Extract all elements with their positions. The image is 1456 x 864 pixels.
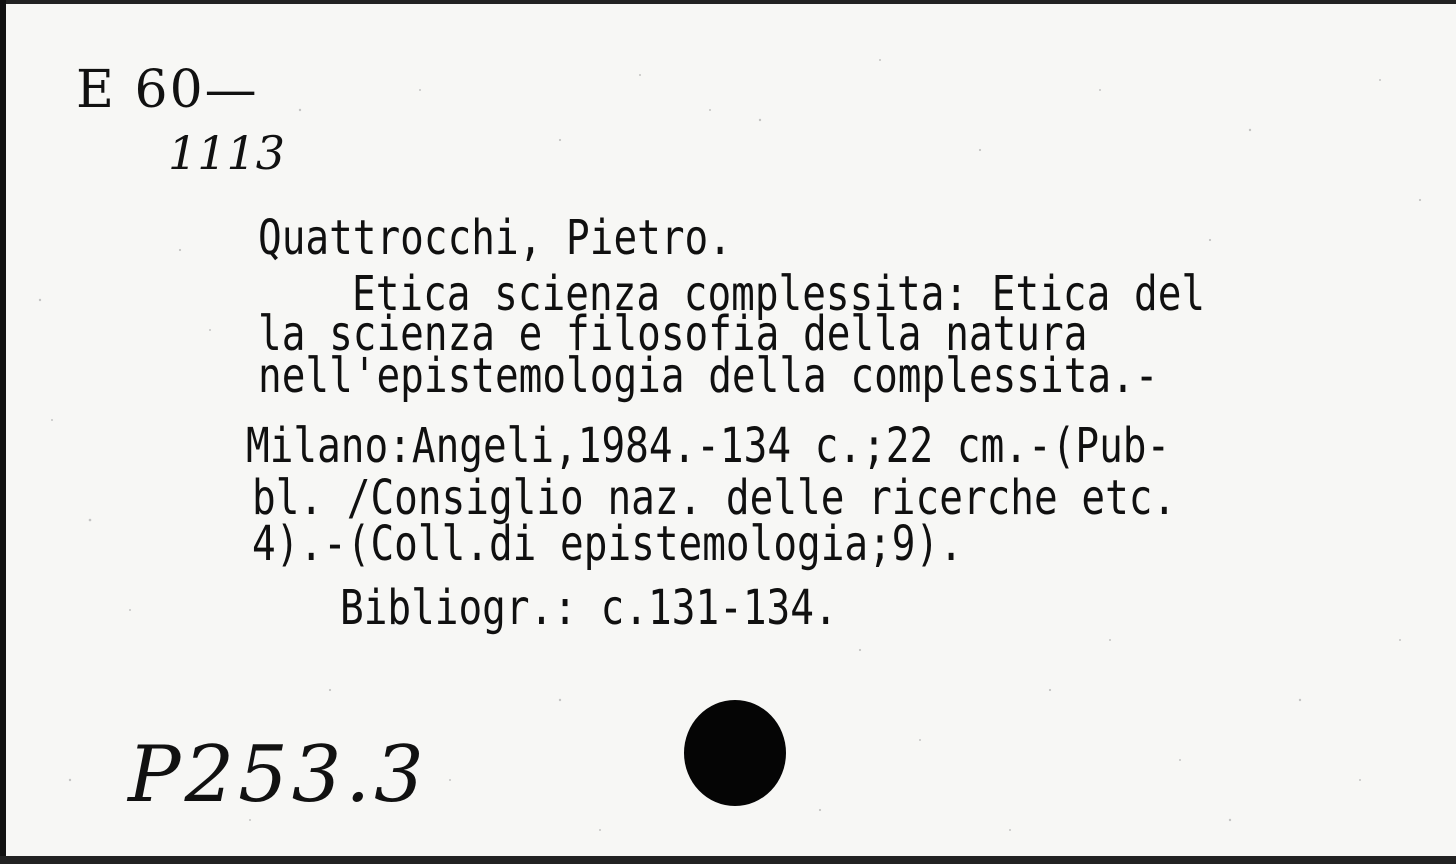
accession-number: 1113 [168,126,286,180]
shelf-mark: E 60— [76,60,259,120]
description-line-3: nell'epistemologia della complessita.- [258,348,1159,404]
author-line: Quattrocchi, Pietro. [258,210,732,266]
description-line-1: Etica scienza complessita: Etica del [352,266,1206,322]
description-line-2: la scienza e filosofia della natura [258,306,1088,362]
description-line-5: bl. /Consiglio naz. delle ricerche etc. [252,470,1177,526]
punch-hole [684,700,786,806]
bibliography-note: Bibliogr.: c.131-134. [340,580,838,636]
description-line-6: 4).-(Coll.di epistemologia;9). [252,516,963,572]
call-number: P253.3 [128,730,428,820]
description-line-4: Milano:Angeli,1984.-134 c.;22 cm.-(Pub- [246,418,1171,474]
